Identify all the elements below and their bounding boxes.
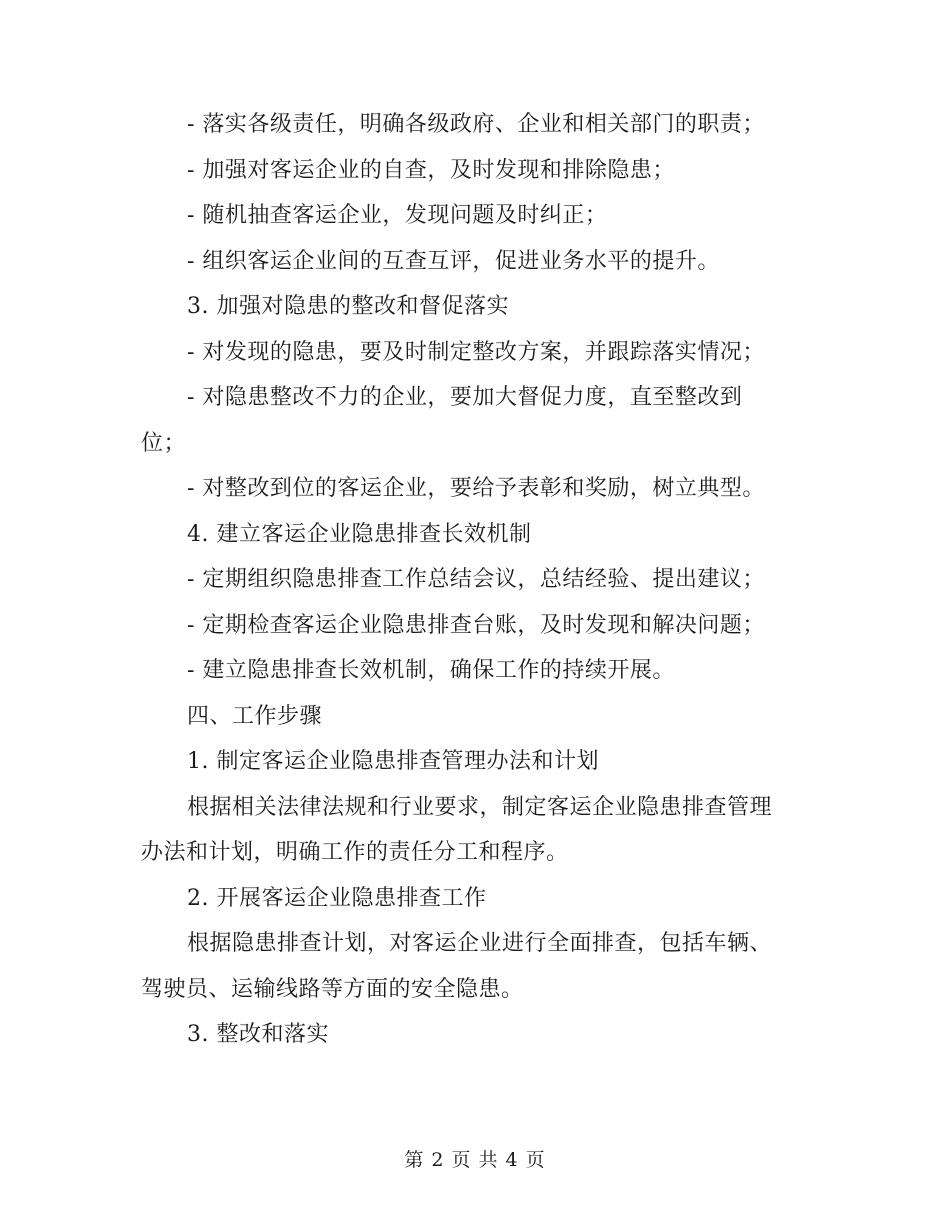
section-heading: 4. 建立客运企业隐患排查长效机制 [187,521,532,547]
text-line: 位； [141,430,187,456]
section-heading: 2. 开展客运企业隐患排查工作 [187,885,487,911]
text-line: - 建立隐患排查长效机制，确保工作的持续开展。 [187,658,675,683]
text-line: - 组织客运企业间的互查互评，促进业务水平的提升。 [187,248,720,274]
document-body [141,102,801,1058]
text-line: - 对隐患整改不力的企业，要加大督促力度，直至整改到 [187,385,743,410]
section-heading: 1. 制定客运企业隐患排查管理办法和计划 [187,749,599,774]
text-line: 驾驶员、运输线路等方面的安全隐患。 [141,976,524,1002]
text-line: - 加强对客运企业的自查，及时发现和排除隐患； [187,157,675,183]
page-number-footer: 第 2 页 共 4 页 [404,1149,546,1171]
section-heading: 3. 加强对隐患的整改和督促落实 [187,294,509,319]
text-line: - 定期检查客运企业隐患排查台账，及时发现和解决问题； [187,612,765,638]
text-line: 根据相关法律法规和行业要求，制定客运企业隐患排查管理 [187,794,773,820]
text-line: 根据隐患排查计划，对客运企业进行全面排查，包括车辆、 [187,931,773,956]
text-line: - 对发现的隐患，要及时制定整改方案，并跟踪落实情况； [187,339,765,365]
text-line: - 定期组织隐患排查工作总结会议，总结经验、提出建议； [187,567,765,592]
section-heading: 3. 整改和落实 [187,1022,329,1047]
text-line: 办法和计划，明确工作的责任分工和程序。 [141,840,569,865]
text-line: - 对整改到位的客运企业，要给予表彰和奖励，树立典型。 [187,476,765,501]
section-heading: 四、工作步骤 [187,703,323,729]
text-line: - 落实各级责任，明确各级政府、企业和相关部门的职责； [187,112,765,137]
text-line: - 随机抽查客运企业，发现问题及时纠正； [187,203,608,228]
